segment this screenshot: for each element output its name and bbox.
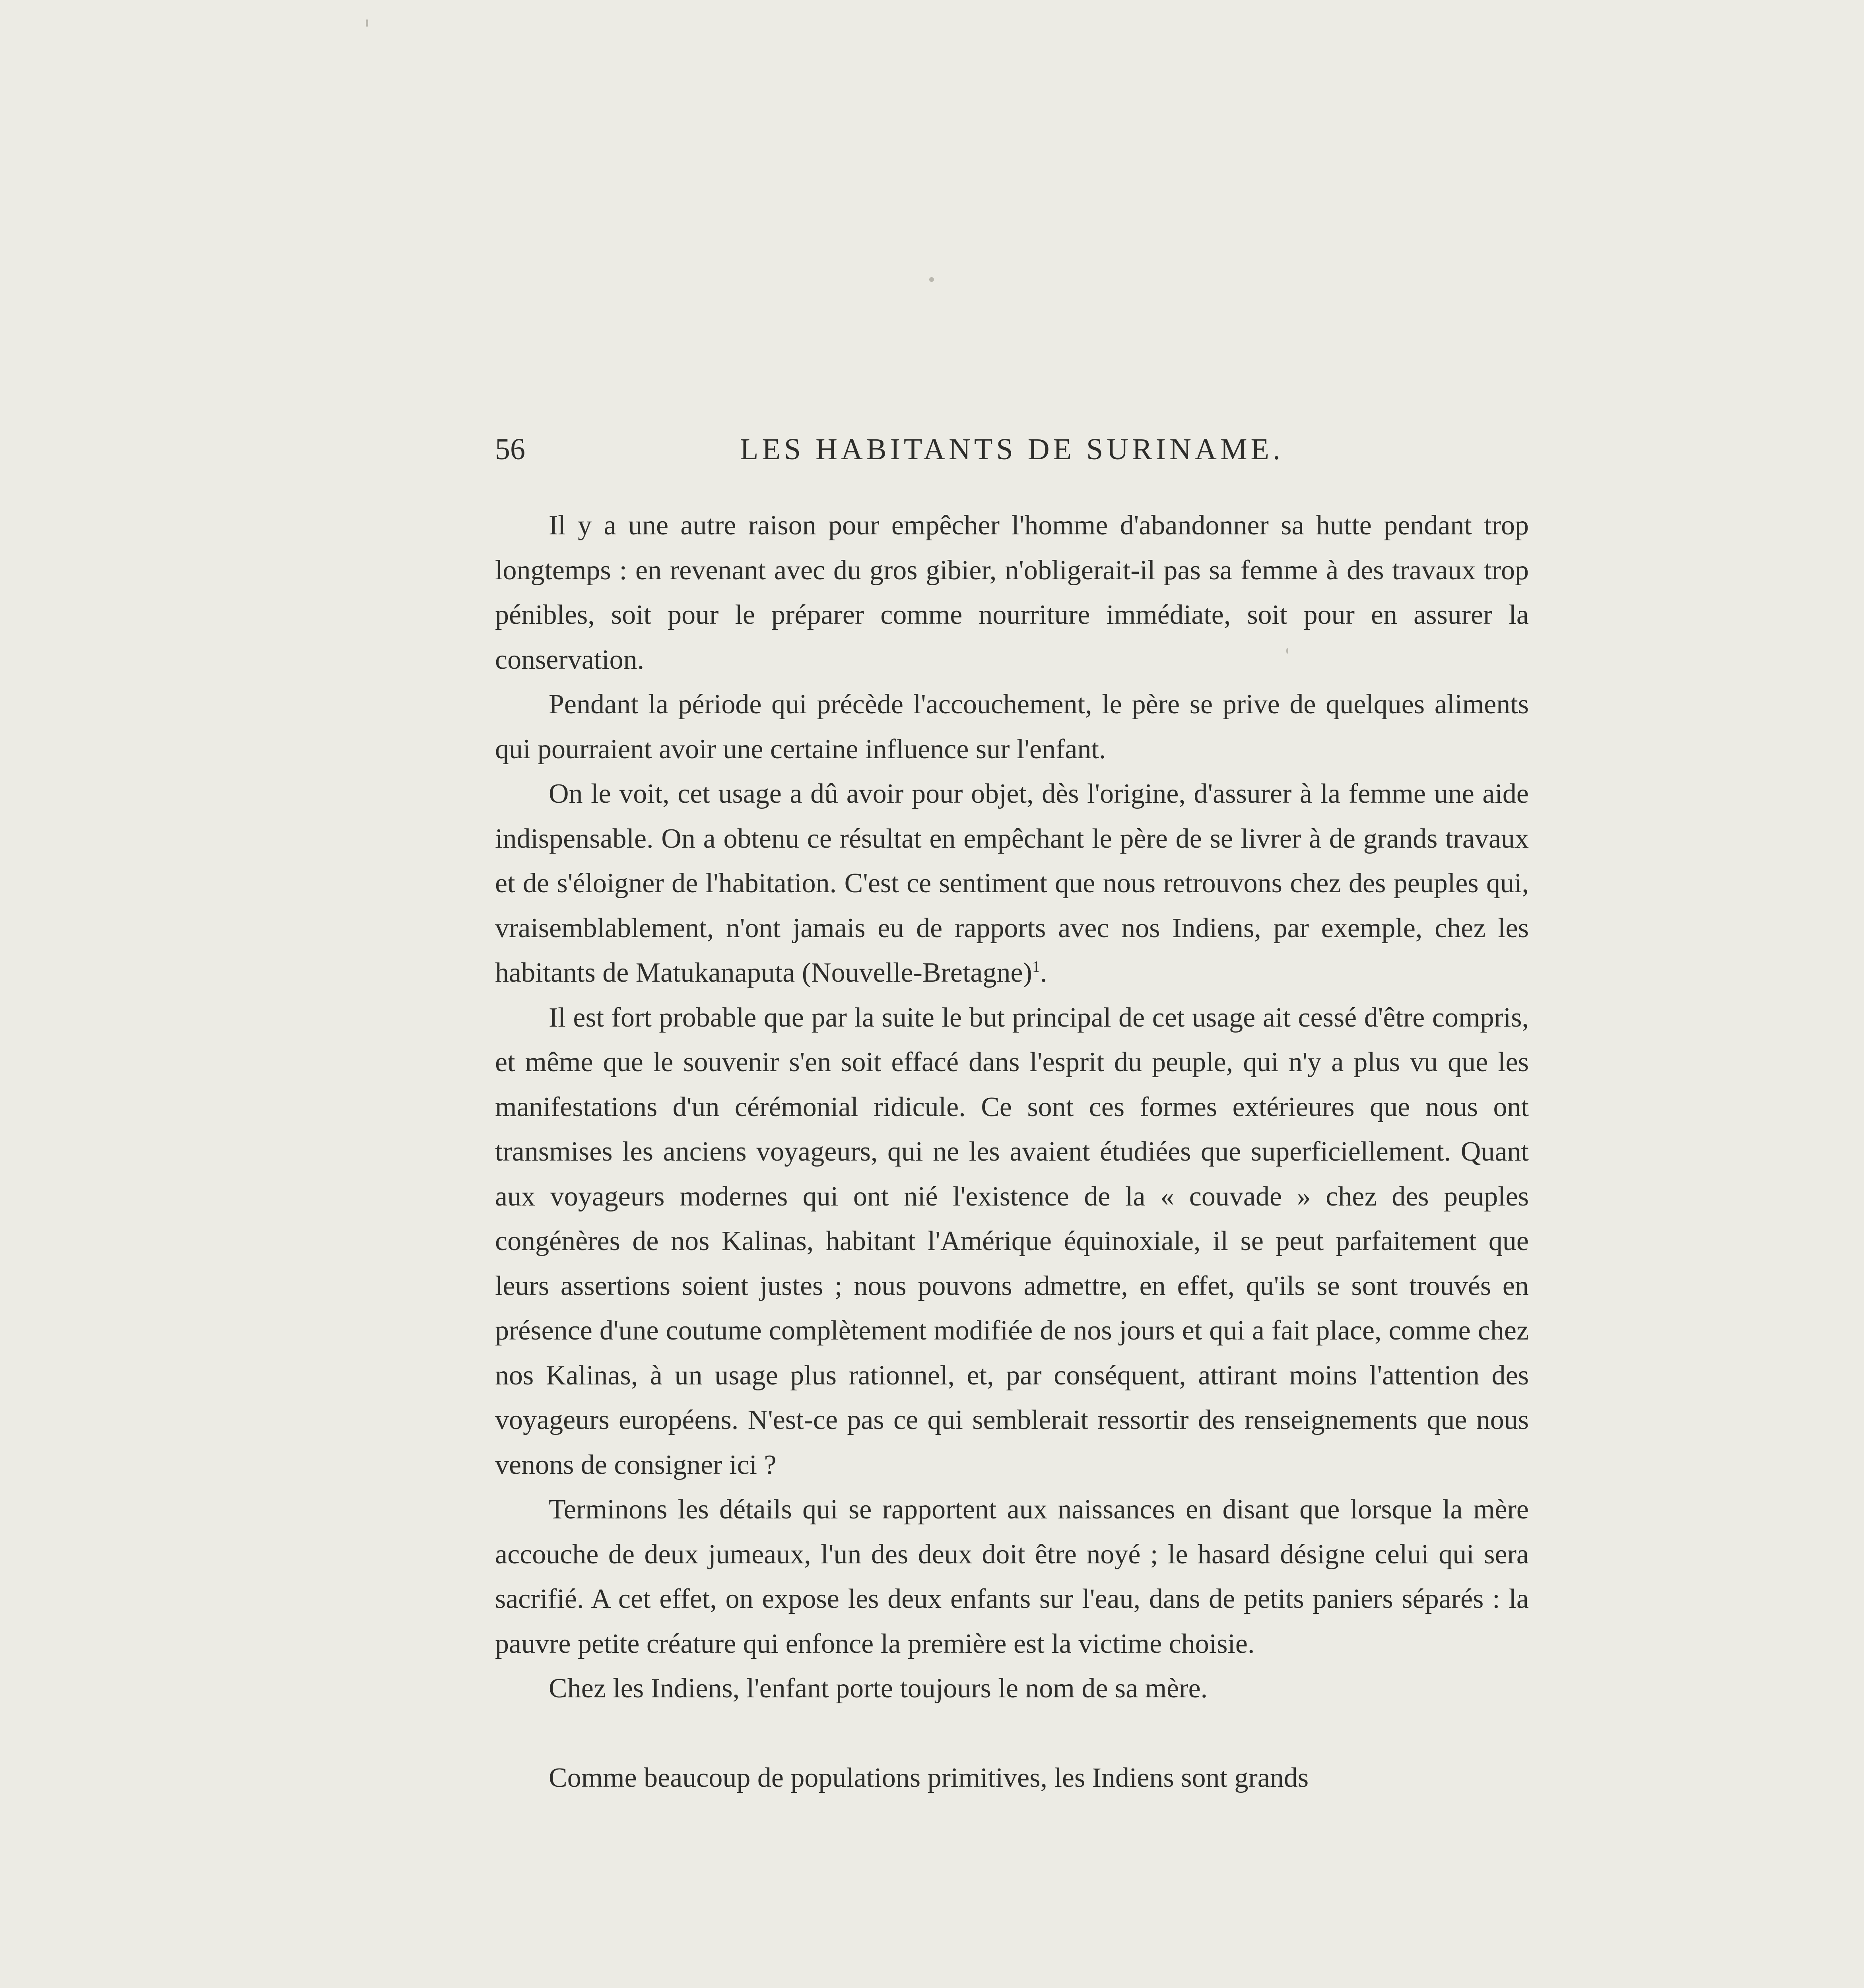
paragraph-2: Pendant la période qui précède l'accouchement, le père se prive de quelques aliments qui pourraient avoir une certaine influence sur l'enfant. [495,689,1529,765]
paragraph-5: Terminons les détails qui se rapportent aux naissances en disant que lorsque la mère accouche de deux jumeaux, l'un des deux doit être noyé ; le hasard désigne celui qui sera sacrifié. A cet effet, on expose les deux enfants sur l'eau, dans de petits paniers séparés : la pauvre petite créature qui enfonce la première est la victime choisie. [495,1494,1529,1659]
footnote-reference: 1 [1032,957,1040,976]
paragraph-4: Il est fort probable que par la suite le but principal de cet usage ait cessé d'être compris, et même que le souvenir s'en soit effacé dans l'esprit du peuple, qui n'y a plus vu que les manifestations d'un cérémonial ridicule. Ce sont ces formes extérieures que nous ont transmises les anciens voyageurs, qui ne les avaient étudiées que superficiellement. Quant aux voyageurs modernes qui ont nié l'existence de la « couvade » chez des peuples congénères de nos Kalinas, habitant l'Amérique équinoxiale, il se peut parfaitement que leurs assertions soient justes ; nous pouvons admettre, en effet, qu'ils se sont trouvés en présence d'une coutume complètement modifiée de nos jours et qui a fait place, comme chez nos Kalinas, à un usage plus rationnel, et, par conséquent, attirant moins l'attention des voyageurs européens. N'est-ce pas ce qui semblerait ressortir des renseignements que nous venons de consigner ici ? [495,1002,1529,1480]
running-title: LES HABITANTS DE SURINAME. [740,433,1284,466]
paragraph-6: Chez les Indiens, l'enfant porte toujours le nom de sa mère. [549,1673,1208,1704]
paper-speck [366,19,368,27]
paragraph-3-text: On le voit, cet usage a dû avoir pour objet, dès l'origine, d'assurer à la femme une aide indispensable. On a obtenu ce résultat en empêchant le père de se livrer à de grands travaux et de s'éloigner de l'habitation. C'est ce sentiment que nous retrouvons chez des peuples qui, vraisemblablement, n'ont jamais eu de rapports avec nos Indiens, par exemple, chez les habitants de Matukanaputa (Nouvelle-Bretagne) [495,779,1529,988]
paragraph-7: Comme beaucoup de populations primitives, les Indiens sont grands [549,1762,1309,1793]
paper-speck [1286,648,1288,654]
paper-speck [929,277,934,282]
running-head [495,425,1529,473]
page-number: 56 [495,433,525,466]
body-text [495,503,1529,1800]
paragraph-1: Il y a une autre raison pour empêcher l'homme d'abandonner sa hutte pendant trop longtemps : en revenant avec du gros gibier, n'obligerait-il pas sa femme à des travaux trop pénibles, soit pour le préparer comme nourriture immédiate, soit pour en assurer la conservation. [495,510,1529,675]
paragraph-3-end: . [1040,957,1047,988]
paragraph-3 [495,772,1529,996]
